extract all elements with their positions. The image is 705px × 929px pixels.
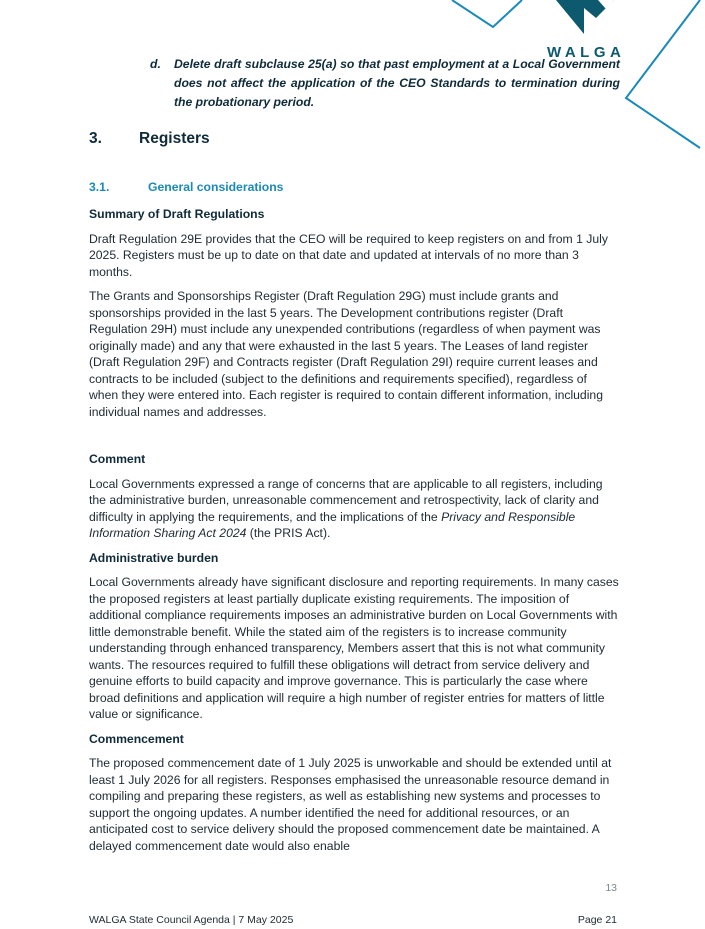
commencement-heading: Commencement bbox=[89, 731, 184, 746]
summary-paragraph-1: Draft Regulation 29E provides that the CEO will be required to keep registers on and from 1 July 2025. Registers must be up to date on that date and updated at intervals of no more than 3 months. bbox=[89, 231, 608, 279]
section-title: Registers bbox=[139, 130, 210, 147]
act-name: Privacy and Responsible Information Sharing Act 2024 bbox=[89, 509, 576, 540]
walga-logo-text: WALGA bbox=[547, 44, 626, 61]
list-item-text: Delete draft subclause 25(a) so that past employment at a Local Government does not affect the application of the CEO Standards to termination during the probationary period. bbox=[174, 57, 620, 109]
footer-page-label: Page 21 bbox=[577, 914, 617, 926]
spacer bbox=[89, 428, 619, 451]
section-number: 3. bbox=[89, 130, 102, 147]
subsection-heading bbox=[89, 180, 283, 194]
comment-heading: Comment bbox=[89, 452, 146, 466]
decorative-line-right bbox=[626, 0, 700, 148]
subsection-title: General considerations bbox=[148, 180, 284, 194]
body-content bbox=[89, 206, 619, 862]
admin-burden-paragraph: Local Governments already have significant disclosure and reporting requirements. In many cases the proposed registers at least partially duplicate existing requirements. The imposition of additional compliance requirements imposes an administrative burden on Local Governments with little demonstrable benefit. While the stated aim of the registers is to increase community understanding through enhanced transparency, Members assert that this is not what community wants. The resources required to fulfill these obligations will detract from service delivery and genuine efforts to build capacity and improve governance. This is particularly the case where broad definitions and application will require a high number of register entries for matters of little value or significance. bbox=[89, 575, 619, 721]
comment-text-start: Local Governments expressed a range of concerns that are applicable to all registers, including the administrative burden, unreasonable commencement and retrospectivity, lack of clarity and difficulty in applying the requirements, and the implications of the bbox=[89, 476, 603, 524]
summary-heading: Summary of Draft Regulations bbox=[89, 207, 265, 221]
list-item-letter: d. bbox=[150, 57, 161, 71]
admin-burden-heading: Administrative burden bbox=[89, 550, 219, 565]
summary-paragraph-2: The Grants and Sponsorships Register (Draft Regulation 29G) must include grants and sponsorships provided in the last 5 years. The Development contributions register (Draft Regulation 29H) must include any unexpended contributions (regardless of when payment was originally made) and any that were exhausted in the last 5 years. The Leases of land register (Draft Regulation 29F) and Contracts register (Draft Regulation 29I) require current leases and contracts to be included (subject to the definitions and requirements specified), regardless of when they were entered into. Each register is required to contain different information, including individual names and addresses. bbox=[89, 289, 603, 419]
comment-paragraph bbox=[89, 476, 619, 542]
comment-text-end: (the PRIS Act). bbox=[246, 526, 331, 540]
list-item-d bbox=[150, 55, 620, 112]
subsection-number: 3.1. bbox=[89, 180, 110, 194]
footer-agenda-title: WALGA State Council Agenda | 7 May 2025 bbox=[89, 914, 294, 926]
commencement-paragraph: The proposed commencement date of 1 July 2025 is unworkable and should be extended until at least 1 July 2026 for all registers. Responses emphasised the unreasonable resource demand in compiling and preparing these registers, as well as establishing new systems and processes to support the ongoing updates. A number identified the need for additional resources, or an anticipated cost to service delivery should the proposed commencement date be maintained. A delayed commencement date would also enable bbox=[89, 756, 612, 853]
decorative-line-left bbox=[452, 0, 522, 27]
page-number: 13 bbox=[605, 882, 617, 894]
section-heading bbox=[89, 130, 210, 148]
